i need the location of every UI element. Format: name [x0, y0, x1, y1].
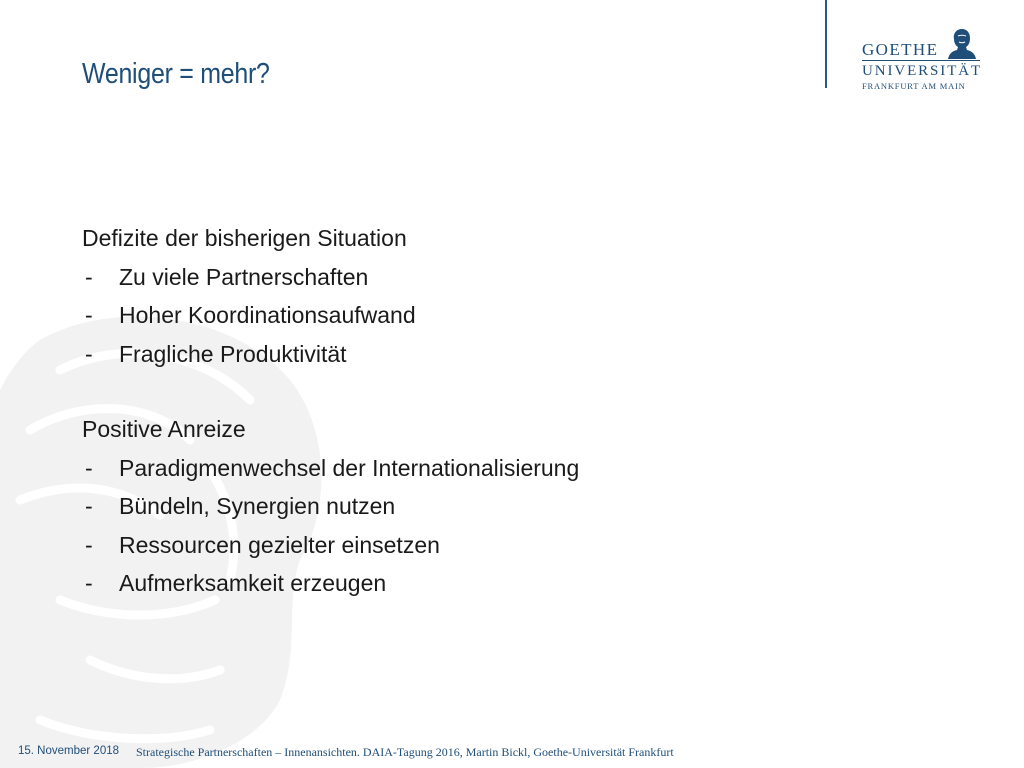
bullet-item — [82, 258, 782, 297]
bullet-item — [82, 526, 782, 565]
bullet-item — [82, 449, 782, 488]
bullet-item — [82, 564, 782, 603]
bullet-text: Fragliche Produktivität — [119, 340, 347, 367]
section-heading: Positive Anreize — [82, 416, 246, 442]
bullet-item — [82, 335, 782, 374]
bullet-item — [82, 487, 782, 526]
bullet-dash: - — [85, 531, 93, 558]
bullet-item — [82, 296, 782, 335]
goethe-bust-icon — [944, 26, 980, 60]
bullet-dash: - — [85, 493, 93, 519]
section-heading: Defizite der bisherigen Situation — [82, 225, 407, 251]
bullet-dash: - — [85, 570, 93, 596]
slide-content — [82, 219, 782, 603]
footer-date: 15. November 2018 — [18, 745, 120, 757]
bullet-dash: - — [85, 340, 93, 367]
logo-rule — [862, 60, 980, 61]
bullet-text: Aufmerksamkeit erzeugen — [119, 570, 387, 596]
footer-citation: Strategische Partnerschaften – Innenansichten. DAIA-Tagung 2016, Martin Bickl, Goethe-Universität Frankfurt — [136, 745, 674, 759]
university-logo — [862, 26, 984, 92]
bullet-text: Ressourcen gezielter einsetzen — [119, 531, 440, 558]
bullet-text: Zu viele Partnerschaften — [119, 263, 369, 290]
logo-wordmark-goethe: GOETHE — [862, 40, 939, 59]
logo-wordmark-universitaet: UNIVERSITÄT — [862, 63, 983, 79]
header-divider — [825, 0, 827, 88]
bullet-dash: - — [85, 454, 93, 481]
bullet-text: Hoher Koordinationsaufwand — [119, 302, 416, 328]
bullet-text: Bündeln, Synergien nutzen — [119, 493, 396, 519]
bullet-dash: - — [85, 263, 93, 290]
slide-title: Weniger = mehr? — [82, 58, 270, 90]
bullet-text: Paradigmenwechsel der Internationalisierung — [119, 454, 580, 481]
section-gap — [82, 373, 782, 410]
bullet-dash: - — [85, 302, 93, 328]
logo-city: FRANKFURT AM MAIN — [862, 81, 966, 91]
